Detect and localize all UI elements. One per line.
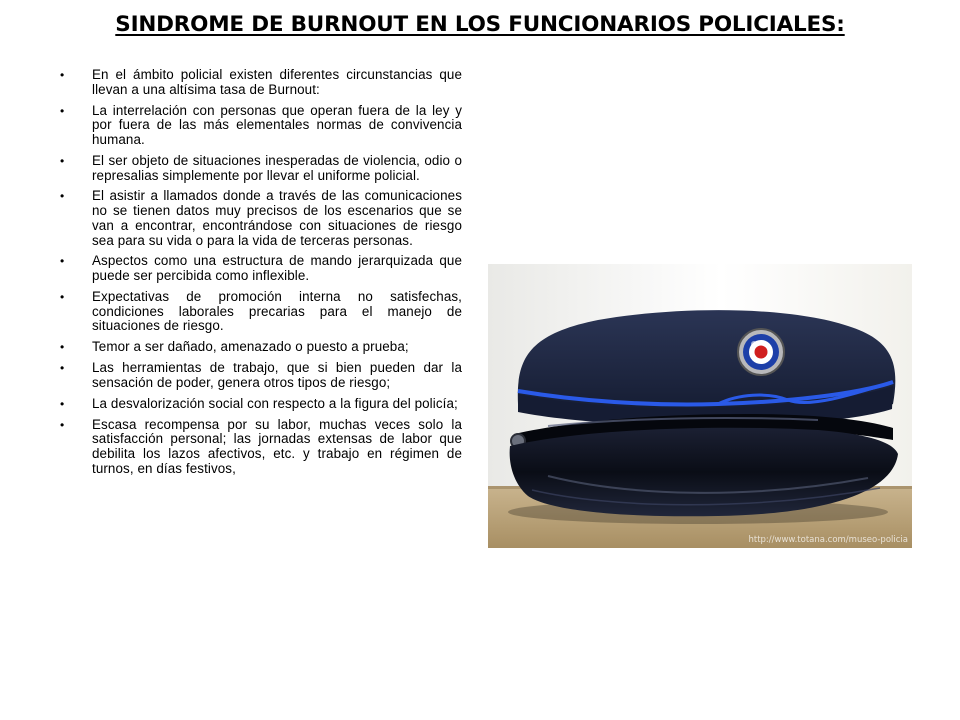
- bullet-item: • El ser objeto de situaciones inesperadas de violencia, odio o represalias simplemente por llevar el uniforme policial.: [60, 154, 462, 183]
- cockade-badge: [738, 329, 784, 375]
- bullet-item: • La interrelación con personas que operan fuera de la ley y por fuera de las más elementales normas de convivencia humana.: [60, 104, 462, 148]
- bullet-item: • El asistir a llamados donde a través de las comunicaciones no se tienen datos muy precisos de los escenarios que se van a encontrar, encontrándose con situaciones de riesgo sea para su vida o para la vida de terceras personas.: [60, 189, 462, 248]
- bullet-item: • La desvalorización social con respecto a la figura del policía;: [60, 397, 462, 412]
- bullet-item: • Expectativas de promoción interna no satisfechas, condiciones laborales precarias para el manejo de situaciones de riesgo.: [60, 290, 462, 334]
- bullet-list: [60, 68, 462, 483]
- bullet-item: • Escasa recompensa por su labor, muchas veces solo la satisfacción personal; las jornadas extensas de labor que debilita los lazos afectivos, etc. y trabajo en régimen de turnos, en días festivos,: [60, 418, 462, 477]
- photo-watermark: http://www.totana.com/museo-policia: [748, 535, 908, 545]
- bullet-item: • Temor a ser dañado, amenazado o puesto a prueba;: [60, 340, 462, 355]
- police-cap-photo: [488, 264, 912, 548]
- police-cap-illustration: [488, 264, 912, 548]
- slide-title: SINDROME DE BURNOUT EN LOS FUNCIONARIOS POLICIALES:: [115, 12, 845, 37]
- bullet-item: • Aspectos como una estructura de mando jerarquizada que puede ser percibida como inflexible.: [60, 254, 462, 283]
- bullet-item: • Las herramientas de trabajo, que si bien pueden dar la sensación de poder, genera otros tipos de riesgo;: [60, 361, 462, 390]
- bullet-item: • En el ámbito policial existen diferentes circunstancias que llevan a una altísima tasa de Burnout:: [60, 68, 462, 97]
